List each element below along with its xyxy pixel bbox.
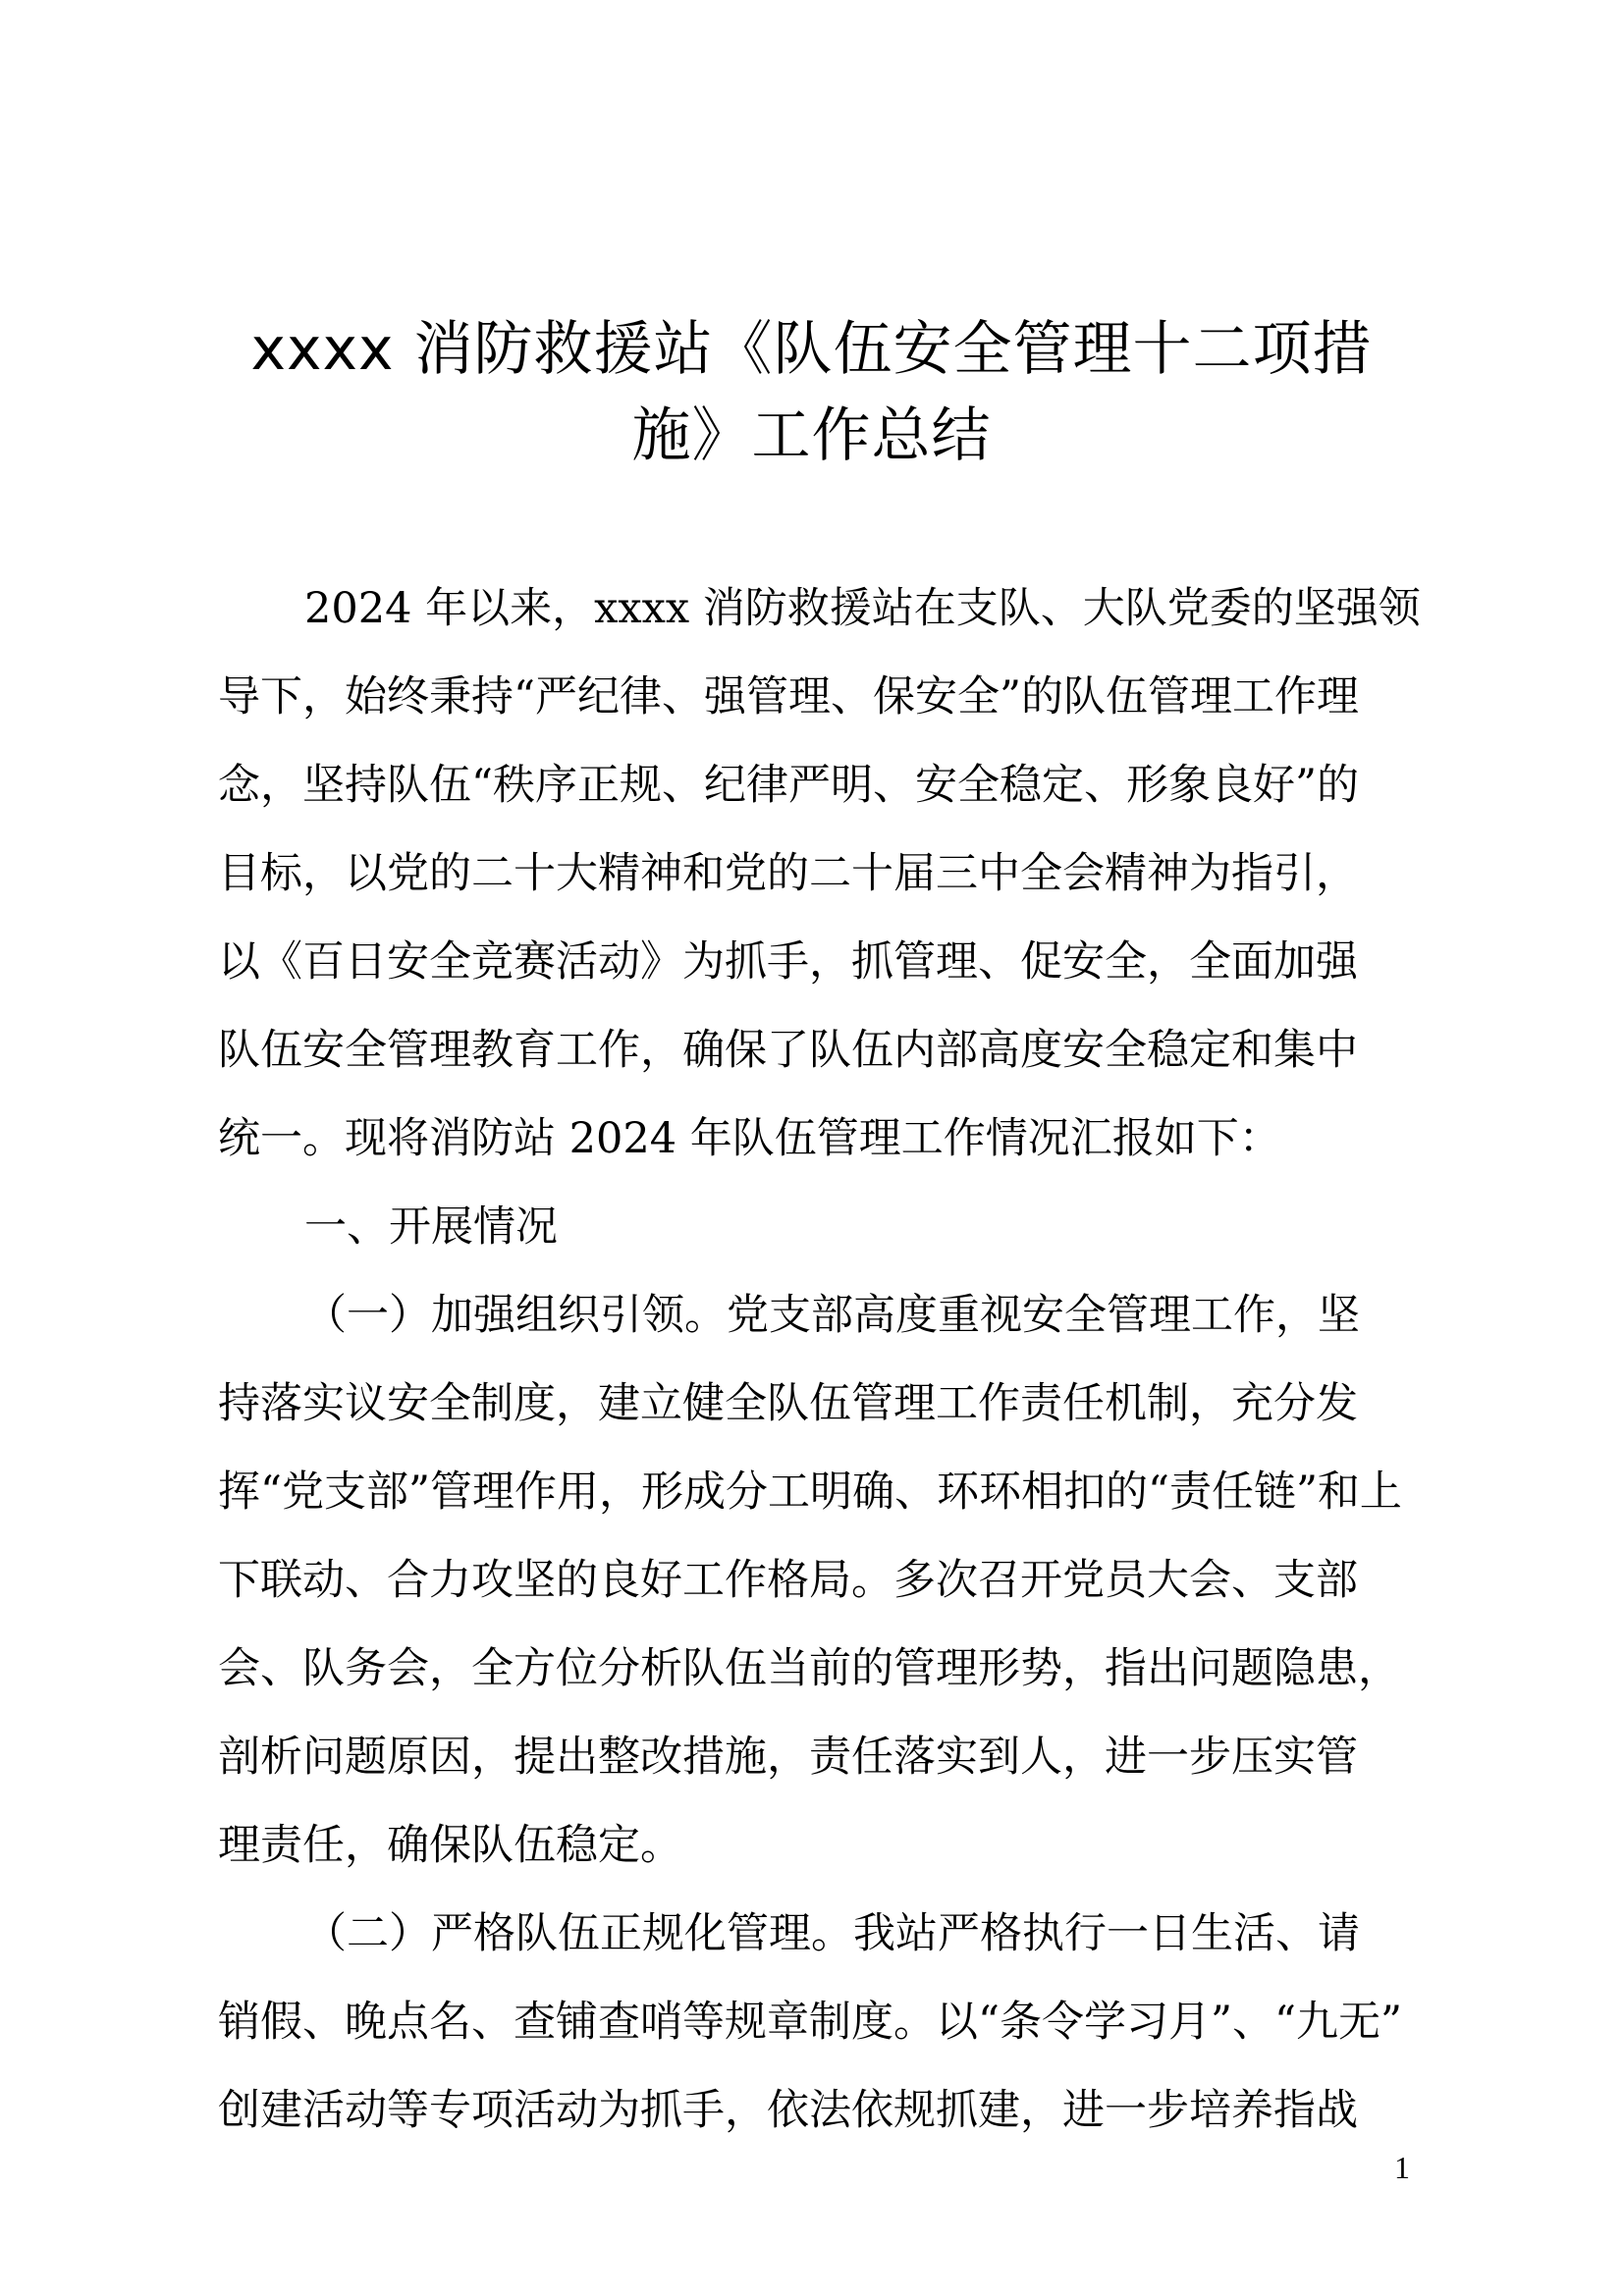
document-title-line-2: 施》工作总结	[631, 401, 992, 470]
document-title-line-1: xxxx 消防救援站《队伍安全管理十二项措	[250, 315, 1373, 384]
paragraph-line: （二）严格队伍正规化管理。我站严格执行一日生活、请	[304, 1909, 1360, 1958]
paragraph-line: 队伍安全管理教育工作，确保了队伍内部高度安全稳定和集中	[218, 1026, 1358, 1075]
paragraph-line: 目标，以党的二十大精神和党的二十届三中全会精神为指引，	[218, 849, 1358, 898]
paragraph-line: 销假、晚点名、查铺查哨等规章制度。以“条令学习月”、“九无”	[218, 1998, 1402, 2047]
paragraph-line: 下联动、合力攻坚的良好工作格局。多次召开党员大会、支部	[218, 1556, 1358, 1605]
paragraph-line: 剖析问题原因，提出整改措施，责任落实到人，进一步压实管	[218, 1733, 1358, 1782]
paragraph-line: 导下，始终秉持“严纪律、强管理、保安全”的队伍管理工作理	[218, 672, 1359, 721]
paragraph-line: 会、队务会，全方位分析队伍当前的管理形势，指出问题隐患，	[218, 1644, 1400, 1693]
paragraph-line: 念，坚持队伍“秩序正规、纪律严明、安全稳定、形象良好”的	[218, 761, 1359, 810]
paragraph-line: 挥“党支部”管理作用，形成分工明确、环环相扣的“责任链”和上	[218, 1468, 1402, 1517]
paragraph-line: 理责任，确保队伍稳定。	[218, 1821, 682, 1870]
section-heading: 一、开展情况	[304, 1202, 558, 1252]
page-number: 1	[1394, 2150, 1410, 2185]
paragraph-line: 以《百日安全竞赛活动》为抓手，抓管理、促安全，全面加强	[218, 937, 1358, 987]
paragraph-line: 持落实议安全制度，建立健全队伍管理工作责任机制，充分发	[218, 1379, 1358, 1428]
paragraph-line: 统一。现将消防站 2024 年队伍管理工作情况汇报如下：	[218, 1114, 1281, 1163]
paragraph-line: （一）加强组织引领。党支部高度重视安全管理工作，坚	[304, 1291, 1360, 1340]
paragraph-line: 2024 年以来，xxxx 消防救援站在支队、大队党委的坚强领	[304, 584, 1421, 633]
paragraph-line: 创建活动等专项活动为抓手，依法依规抓建，进一步培养指战	[218, 2086, 1358, 2135]
